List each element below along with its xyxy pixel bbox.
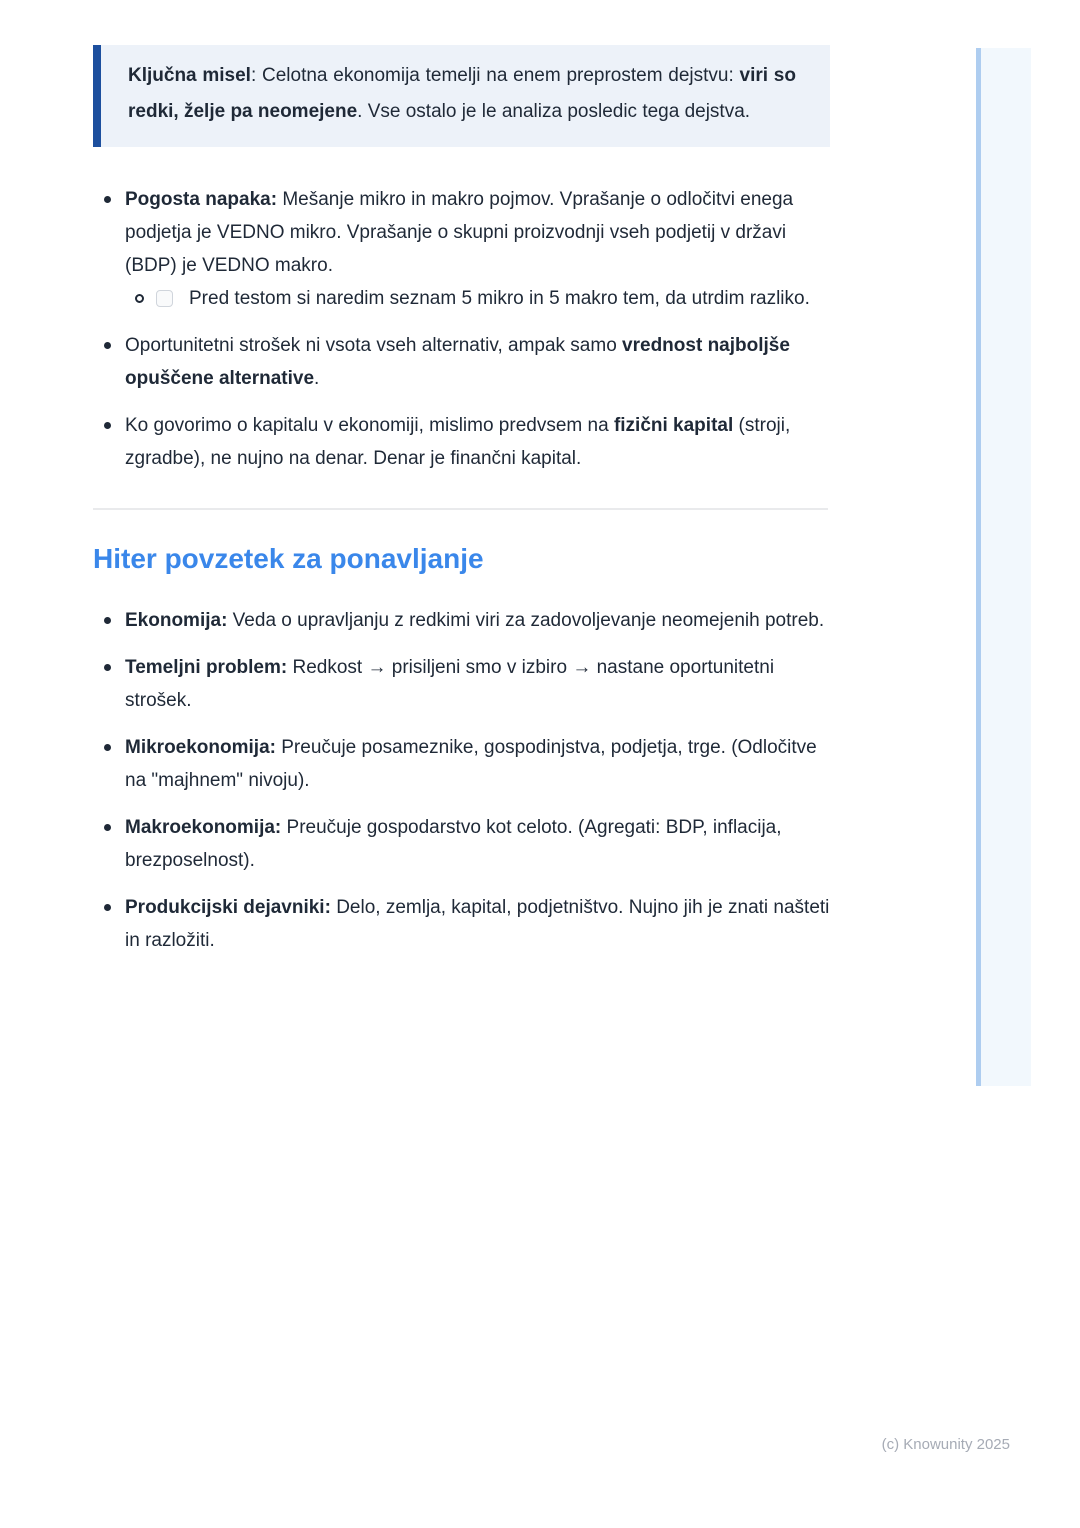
summary-list [93, 604, 830, 957]
summary-bullet-text: Produkcijski dejavniki: Delo, zemlja, kapital, podjetništvo. Nujno jih je znati našteti in razložiti. [125, 897, 830, 951]
bullet-dot-icon [104, 904, 111, 911]
note-sub-item [125, 282, 830, 315]
summary-bullet-text: Temeljni problem: Redkost → prisiljeni smo v izbiro → nastane oportunitetni strošek. [125, 657, 775, 711]
bullet-dot-icon [104, 196, 111, 203]
bullet-dot-icon [104, 744, 111, 751]
bullet-dot-icon [104, 342, 111, 349]
note-bullet-item [93, 183, 830, 315]
todo-checkbox[interactable] [156, 290, 173, 307]
note-bullet-item [93, 409, 830, 475]
summary-bullet-text: Mikroekonomija: Preučuje posameznike, gospodinjstva, podjetja, trge. (Odločitve na "majhnem" nivoju). [125, 737, 817, 791]
callout-text: Ključna misel: Celotna ekonomija temelji na enem preprostem dejstvu: viri so redki, želje pa neomejene. Vse ostalo je le analiza posledic tega dejstva. [128, 65, 796, 122]
note-page-content [93, 45, 830, 971]
summary-bullet-item [93, 604, 830, 637]
summary-bullet-item [93, 651, 830, 717]
todo-label: Pred testom si naredim seznam 5 mikro in 5 makro tem, da utrdim razliko. [189, 288, 810, 309]
note-bullet-text: Oportunitetni strošek ni vsota vseh alternativ, ampak samo vrednost najboljše opuščene alternative. [125, 335, 790, 389]
note-bullet-text: Pogosta napaka: Mešanje mikro in makro pojmov. Vprašanje o odločitvi enega podjetja je VEDNO mikro. Vprašanje o skupni proizvodnji vseh podjetij v državi (BDP) je VEDNO makro. [125, 189, 794, 276]
todo-text [156, 282, 830, 315]
key-idea-callout [93, 45, 830, 147]
note-bullet-item [93, 329, 830, 395]
summary-bullet-item [93, 891, 830, 957]
summary-bullet-item [93, 811, 830, 877]
bullet-dot-icon [104, 664, 111, 671]
bullet-dot-icon [104, 824, 111, 831]
bullet-dot-icon [104, 617, 111, 624]
summary-bullet-item [93, 731, 830, 797]
bullet-dot-icon [104, 422, 111, 429]
summary-bullet-text: Ekonomija: Veda o upravljanju z redkimi viri za zadovoljevanje neomejenih potreb. [125, 610, 825, 631]
summary-heading: Hiter povzetek za ponavljanje [93, 543, 484, 574]
sub-bullet-circle-icon [135, 294, 144, 303]
notes-list [93, 183, 830, 475]
section-divider [93, 508, 828, 510]
copyright-footer: (c) Knowunity 2025 [881, 1436, 1010, 1453]
summary-bullet-text: Makroekonomija: Preučuje gospodarstvo kot celoto. (Agregati: BDP, inflacija, brezposelnost). [125, 817, 782, 871]
note-bullet-text: Ko govorimo o kapitalu v ekonomiji, mislimo predvsem na fizični kapital (stroji, zgradbe), ne nujno na denar. Denar je finančni kapital. [125, 415, 791, 469]
next-page-edge-decoration [976, 48, 1031, 1086]
